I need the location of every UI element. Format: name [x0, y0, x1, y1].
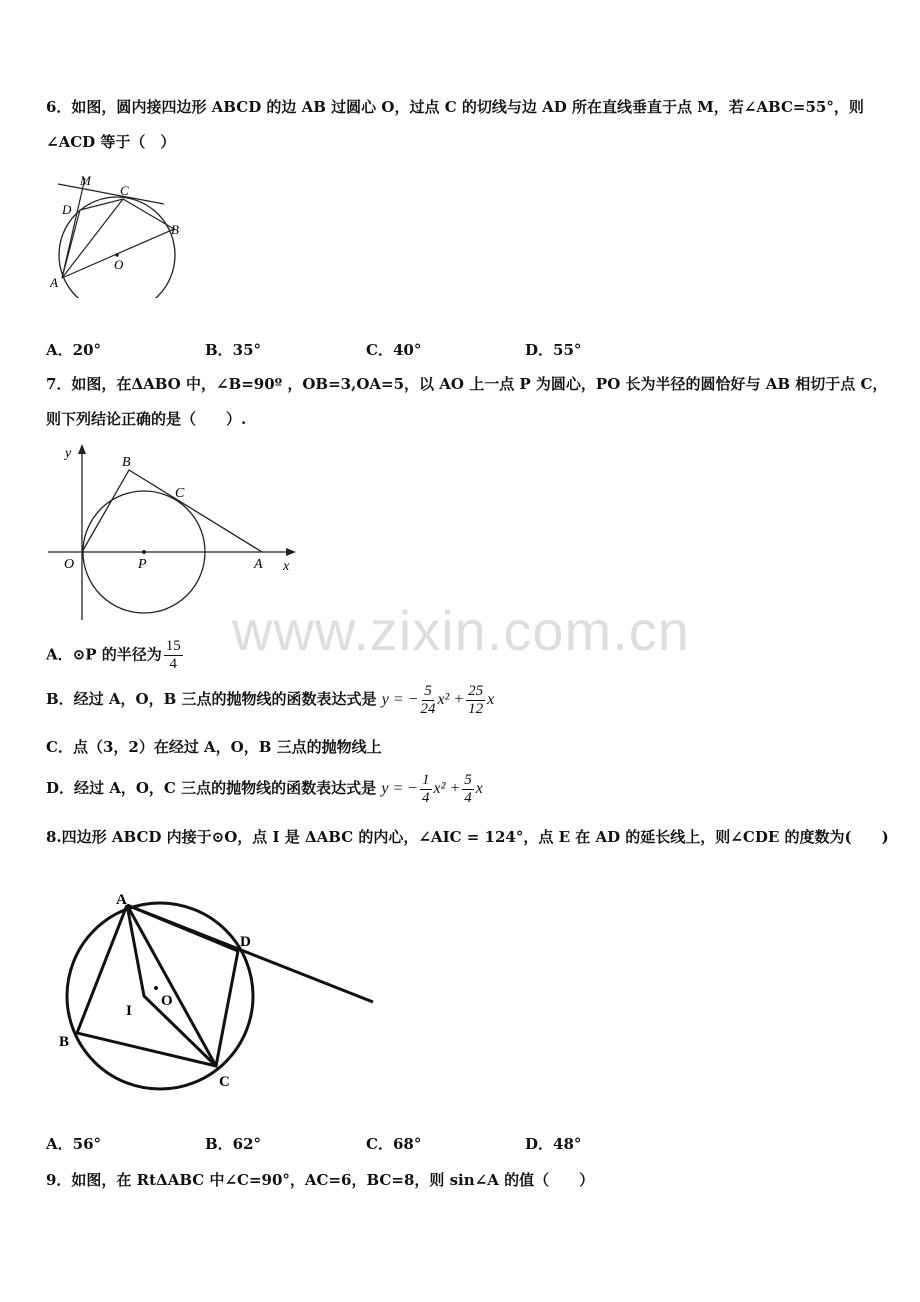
watermark: www.zixin.com.cn — [232, 599, 690, 662]
q7-option-d-text: D．经过 A，O，C 三点的抛物线的函数表达式是 — [46, 779, 377, 798]
q7-option-d-d2: 4 — [464, 790, 472, 806]
q8-option-c[interactable]: C．68° — [366, 1135, 422, 1153]
q9-stem-line1: 9．如图，在 RtΔABC 中∠C=90°，AC=6，BC=8，则 sin∠A 的值（ ） — [46, 1171, 595, 1189]
q8-stem-line1: 8.四边形 ABCD 内接于⊙O，点 I 是 ΔABC 的内心，∠AIC = 124°，点 E 在 AD 的延长线上，则∠CDE 的度数为( ) — [46, 828, 889, 846]
q6-label-o: O — [114, 257, 124, 272]
q7-option-d-n2: 5 — [464, 772, 472, 788]
q7-y-arrow — [78, 444, 86, 454]
q7-option-b-d2: 12 — [468, 701, 484, 717]
q7-option-d[interactable] — [46, 772, 483, 807]
q6-option-d[interactable]: D．55° — [525, 341, 582, 359]
q8-circle — [67, 903, 253, 1089]
q7-option-b[interactable] — [46, 683, 494, 718]
q7-option-c[interactable]: C．点（3，2）在经过 A，O，B 三点的抛物线上 — [46, 738, 382, 756]
q7-option-b-y: y = − — [381, 691, 419, 709]
q7-label-o: O — [64, 557, 75, 572]
q7-option-b-mid: x² + — [437, 691, 465, 709]
q8-label-i: I — [126, 1003, 132, 1019]
q7-label-x: x — [283, 559, 290, 574]
q7-option-d-n1: 1 — [422, 772, 430, 788]
q7-triangle — [82, 470, 262, 552]
q6-tangent-line — [58, 184, 164, 204]
q7-option-d-y: y = − — [381, 780, 419, 798]
q7-option-d-d1: 4 — [422, 790, 430, 806]
q7-figure — [44, 440, 304, 625]
q7-option-a[interactable] — [46, 638, 185, 673]
q6-label-c: C — [120, 183, 129, 198]
q8-label-c: C — [219, 1074, 230, 1090]
q6-option-a[interactable]: A．20° — [46, 341, 102, 359]
q7-label-b: B — [122, 455, 131, 470]
q7-option-a-numerator: 15 — [165, 638, 181, 654]
q6-circle — [59, 197, 175, 298]
q8-option-a[interactable]: A．56° — [46, 1135, 102, 1153]
q7-option-a-text: A．⊙P 的半径为 — [46, 645, 162, 664]
q6-option-c[interactable]: C．40° — [366, 341, 422, 359]
q7-option-d-formula — [381, 772, 483, 806]
q6-stem-line1: 6．如图，圆内接四边形 ABCD 的边 AB 过圆心 O，过点 C 的切线与边 AD 所在直线垂直于点 M，若∠ABC=55°，则 — [46, 98, 864, 116]
q7-option-b-d1: 24 — [420, 701, 436, 717]
q7-option-b-n1: 5 — [424, 683, 432, 699]
q8-quadrilateral — [77, 905, 238, 1066]
q6-label-a: A — [50, 275, 58, 290]
q7-option-a-denominator: 4 — [169, 656, 177, 672]
q8-option-d[interactable]: D．48° — [525, 1135, 582, 1153]
q8-label-b: B — [59, 1034, 70, 1050]
q7-option-b-n2: 25 — [468, 683, 484, 699]
q7-label-a: A — [254, 557, 263, 572]
q7-option-b-end: x — [487, 691, 495, 709]
q7-stem-line2: 则下列结论正确的是（ ）. — [46, 410, 247, 428]
q6-label-m: M — [80, 173, 91, 188]
q8-label-o: O — [161, 993, 173, 1009]
q7-label-c: C — [175, 486, 185, 501]
q6-label-d: D — [62, 202, 72, 217]
q8-option-b[interactable]: B．62° — [205, 1135, 262, 1153]
q8-label-a: A — [116, 892, 127, 908]
q7-option-b-formula — [381, 683, 495, 717]
q7-label-p: P — [138, 557, 147, 572]
q7-option-b-text: B．经过 A，O，B 三点的抛物线的函数表达式是 — [46, 690, 377, 709]
q7-option-a-fraction — [164, 638, 183, 673]
q7-stem-line1: 7．如图，在ΔABO 中，∠B=90º ，OB=3,OA=5，以 AO 上一点 P 为圆心，PO 长为半径的圆恰好与 AB 相切于点 C， — [46, 375, 888, 393]
q6-option-b[interactable]: B．35° — [205, 341, 262, 359]
q8-center-dot — [154, 986, 158, 990]
q6-label-b: B — [171, 222, 179, 237]
q6-figure — [44, 168, 194, 298]
q7-label-y: y — [65, 446, 72, 461]
q8-line-ac — [127, 905, 216, 1066]
q8-label-d: D — [240, 934, 251, 950]
q8-figure — [50, 888, 390, 1093]
q6-stem-line2: ∠ACD 等于（ ） — [46, 133, 176, 151]
q7-x-arrow — [286, 548, 296, 556]
q7-point-p — [142, 550, 146, 554]
q7-option-d-end: x — [475, 780, 483, 798]
q7-option-d-mid: x² + — [433, 780, 461, 798]
